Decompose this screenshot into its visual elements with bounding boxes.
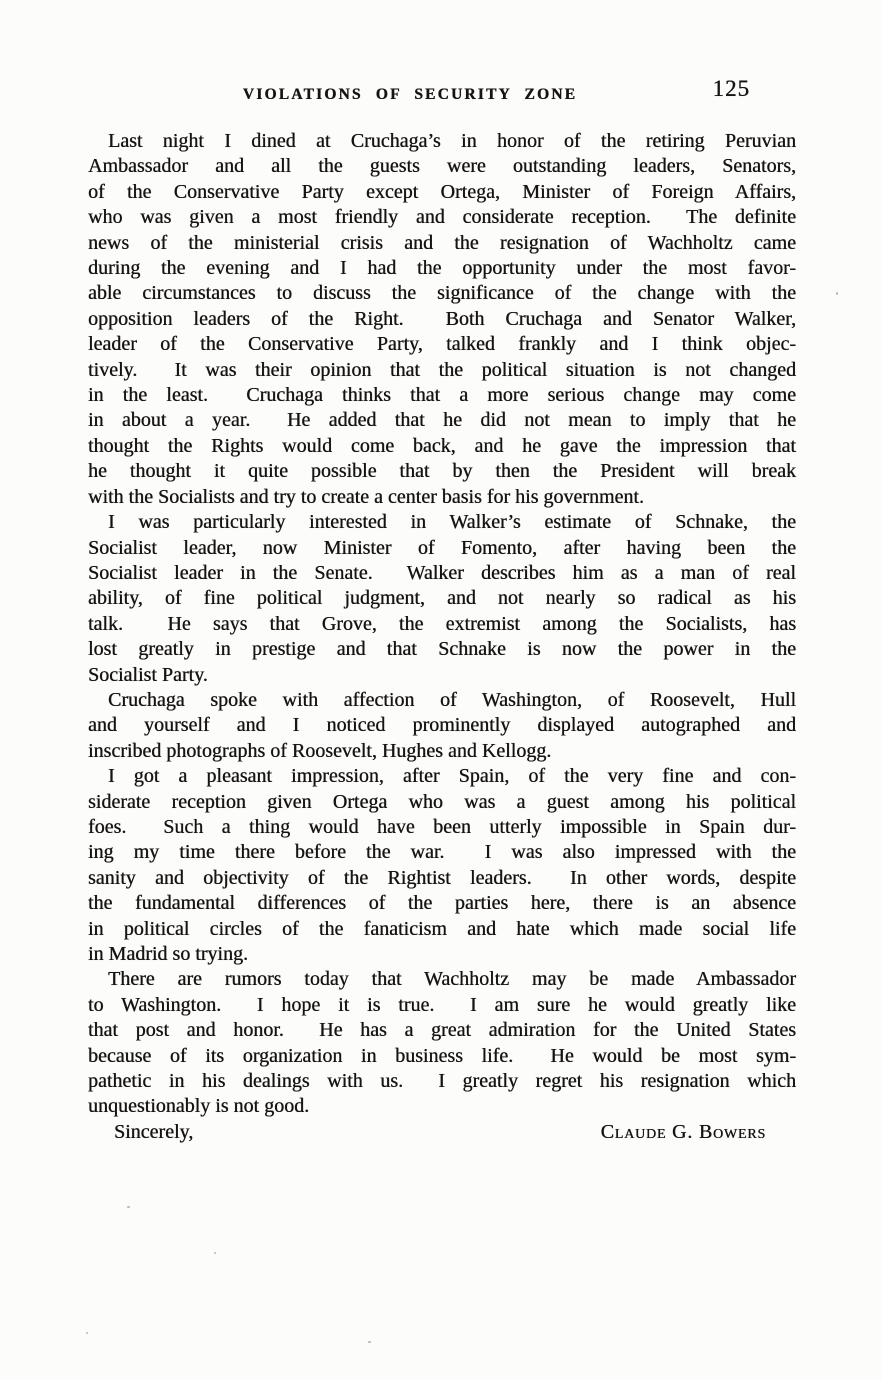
text-line: in political circles of the fanaticism and hate which made social life [88,917,796,940]
paragraph [88,129,796,510]
text-line: siderate reception given Ortega who was a guest among his political [88,790,796,813]
text-line: with the Socialists and try to create a center basis for his government. [88,485,644,508]
scan-speck [214,1252,216,1254]
paragraph [88,967,796,1119]
text-line: Ambassador and all the guests were outstanding leaders, Senators, [88,155,796,178]
text-line: sanity and objectivity of the Rightist leaders. In other words, despite [88,866,796,889]
text-line: lost greatly in prestige and that Schnake is now the power in the [88,638,796,661]
text-line: that post and honor. He has a great admiration for the United States [88,1019,796,1042]
text-line: tively. It was their opinion that the political situation is not changed [88,358,796,381]
text-line: he thought it quite possible that by then the President will break [88,460,796,483]
scan-speck [368,1341,371,1343]
text-line: because of its organization in business life. He would be most sym- [88,1044,796,1067]
page-number: 125 [712,76,750,101]
text-line: thought the Rights would come back, and he gave the impression that [88,434,796,457]
text-line: who was given a most friendly and considerate reception. The definite [88,206,796,229]
text-line: able circumstances to discuss the significance of the change with the [88,282,796,305]
paragraphs-container [88,129,796,1120]
text-line: I was particularly interested in Walker’s estimate of Schnake, the [108,511,796,534]
running-title: VIOLATIONS OF SECURITY ZONE [242,86,578,103]
text-line: talk. He says that Grove, the extremist among the Socialists, has [88,612,796,635]
text-line: the fundamental differences of the parties here, there is an absence [88,892,796,915]
text-line: in Madrid so trying. [88,943,248,965]
paragraph [88,688,796,764]
letter-body [88,129,796,1145]
signer-name: Claude G. Bowers [600,1120,766,1143]
text-line: foes. Such a thing would have been utterly impossible in Spain dur- [88,815,796,838]
closing-salutation: Sincerely, [114,1120,194,1143]
text-line: ability, of fine political judgment, and not nearly so radical as his [88,587,796,610]
text-line: inscribed photographs of Roosevelt, Hughes and Kellogg. [88,739,552,762]
text-line: opposition leaders of the Right. Both Cruchaga and Senator Walker, [88,307,796,330]
text-line: Socialist leader, now Minister of Fomento, after having been the [88,536,796,559]
scan-speck [86,1332,88,1334]
paragraph [88,764,796,967]
scan-speck [836,292,838,295]
text-line: There are rumors today that Wachholtz may be made Ambassador [108,968,796,991]
text-line: and yourself and I noticed prominently displayed autographed and [88,714,796,737]
text-line: of the Conservative Party except Ortega, Minister of Foreign Affairs, [88,180,796,203]
text-line: Socialist leader in the Senate. Walker describes him as a man of real [88,561,796,584]
text-line: to Washington. I hope it is true. I am sure he would greatly like [88,993,796,1016]
signature-row [88,1120,796,1145]
paragraph [88,510,796,688]
text-line: unquestionably is not good. [88,1095,310,1118]
text-line: I got a pleasant impression, after Spain, of the very fine and con- [108,765,796,788]
text-line: in the least. Cruchaga thinks that a more serious change may come [88,384,796,407]
text-line: in about a year. He added that he did not mean to imply that he [88,409,796,432]
text-line: Cruchaga spoke with affection of Washington, of Roosevelt, Hull [108,688,796,711]
text-line: leader of the Conservative Party, talked frankly and I think objec- [88,333,796,356]
text-line: during the evening and I had the opportunity under the most favor- [88,257,796,280]
text-line: Last night I dined at Cruchaga’s in honor of the retiring Peruvian [108,130,796,152]
text-line: Socialist Party. [88,663,208,686]
text-line: news of the ministerial crisis and the resignation of Wachholtz came [88,231,796,254]
text-line: ing my time there before the war. I was also impressed with the [88,841,796,864]
scan-speck [127,1206,130,1208]
text-line: pathetic in his dealings with us. I greatly regret his resignation which [88,1070,796,1093]
